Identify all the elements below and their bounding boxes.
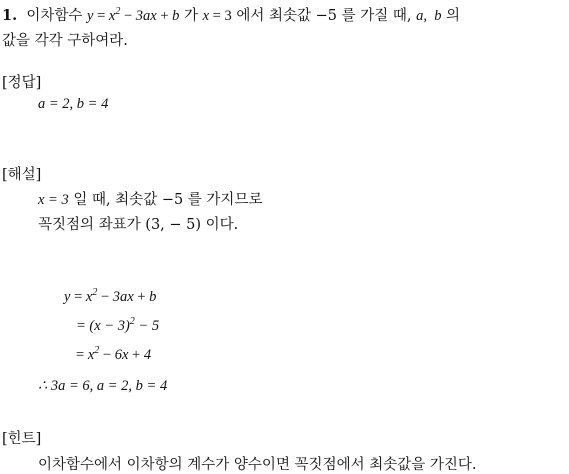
equation-therefore: ∴ 3a — [38, 378, 66, 394]
explanation-heading: [해설] — [2, 167, 42, 183]
equation-result: = 6, a = 2, b = 4 — [68, 378, 168, 394]
hint-heading: [힌트] — [2, 431, 42, 447]
explanation-line-1 — [38, 188, 262, 209]
answer-heading: [정답] — [2, 75, 42, 91]
problem-text-b: 가 — [183, 8, 198, 24]
equation-line-1: $y = x^2 - 3ax + b$ — [64, 287, 157, 305]
problem-text-c: 에서 최솟값 — [236, 8, 311, 24]
problem-line-2: 값을 각각 구하여라. — [2, 33, 128, 49]
problem-number: 1. — [2, 7, 18, 24]
equation-line-4 — [38, 378, 167, 395]
hint-text: 이차함수에서 이차항의 계수가 양수이면 꼭짓점에서 최솟값을 가진다. — [38, 457, 477, 473]
problem-text-a: 이차함수 — [26, 8, 83, 24]
explanation-x-value: x = 3 — [38, 192, 69, 208]
problem-line-1 — [2, 4, 460, 25]
explanation-text-vertex: 꼭짓점의 좌표가 — [38, 217, 141, 233]
problem-x-value: x = 3 — [202, 8, 232, 24]
problem-min-value: −5 — [315, 8, 337, 24]
problem-a-b: a, b — [416, 8, 442, 24]
equation-line-3: = $x^2 - 6x + 4$ — [76, 345, 152, 363]
problem-text-d: 를 가질 때, — [341, 8, 412, 24]
explanation-line-2 — [38, 213, 238, 234]
equation-vertex-form: = (x − 3) — [76, 318, 130, 334]
explanation-text-d: 를 가지므로 — [187, 192, 263, 208]
explanation-vertex-coord: (3, − 5) — [145, 217, 202, 233]
equation-line-2: = $(x - 3)^2 - 5$ — [76, 316, 160, 334]
problem-text-e: 의 — [446, 8, 461, 24]
equation-lhs: y — [64, 289, 71, 305]
explanation-text-b: 일 때, 최솟값 — [73, 192, 158, 208]
explanation-min-value: −5 — [161, 192, 184, 208]
equation-vertex-tail: − 5 — [134, 318, 160, 334]
answer-text: a = 2, b = 4 — [38, 96, 109, 112]
problem-function: $y = x^2 - 3ax + b$ — [87, 6, 180, 24]
explanation-text-end: 이다. — [205, 217, 239, 233]
